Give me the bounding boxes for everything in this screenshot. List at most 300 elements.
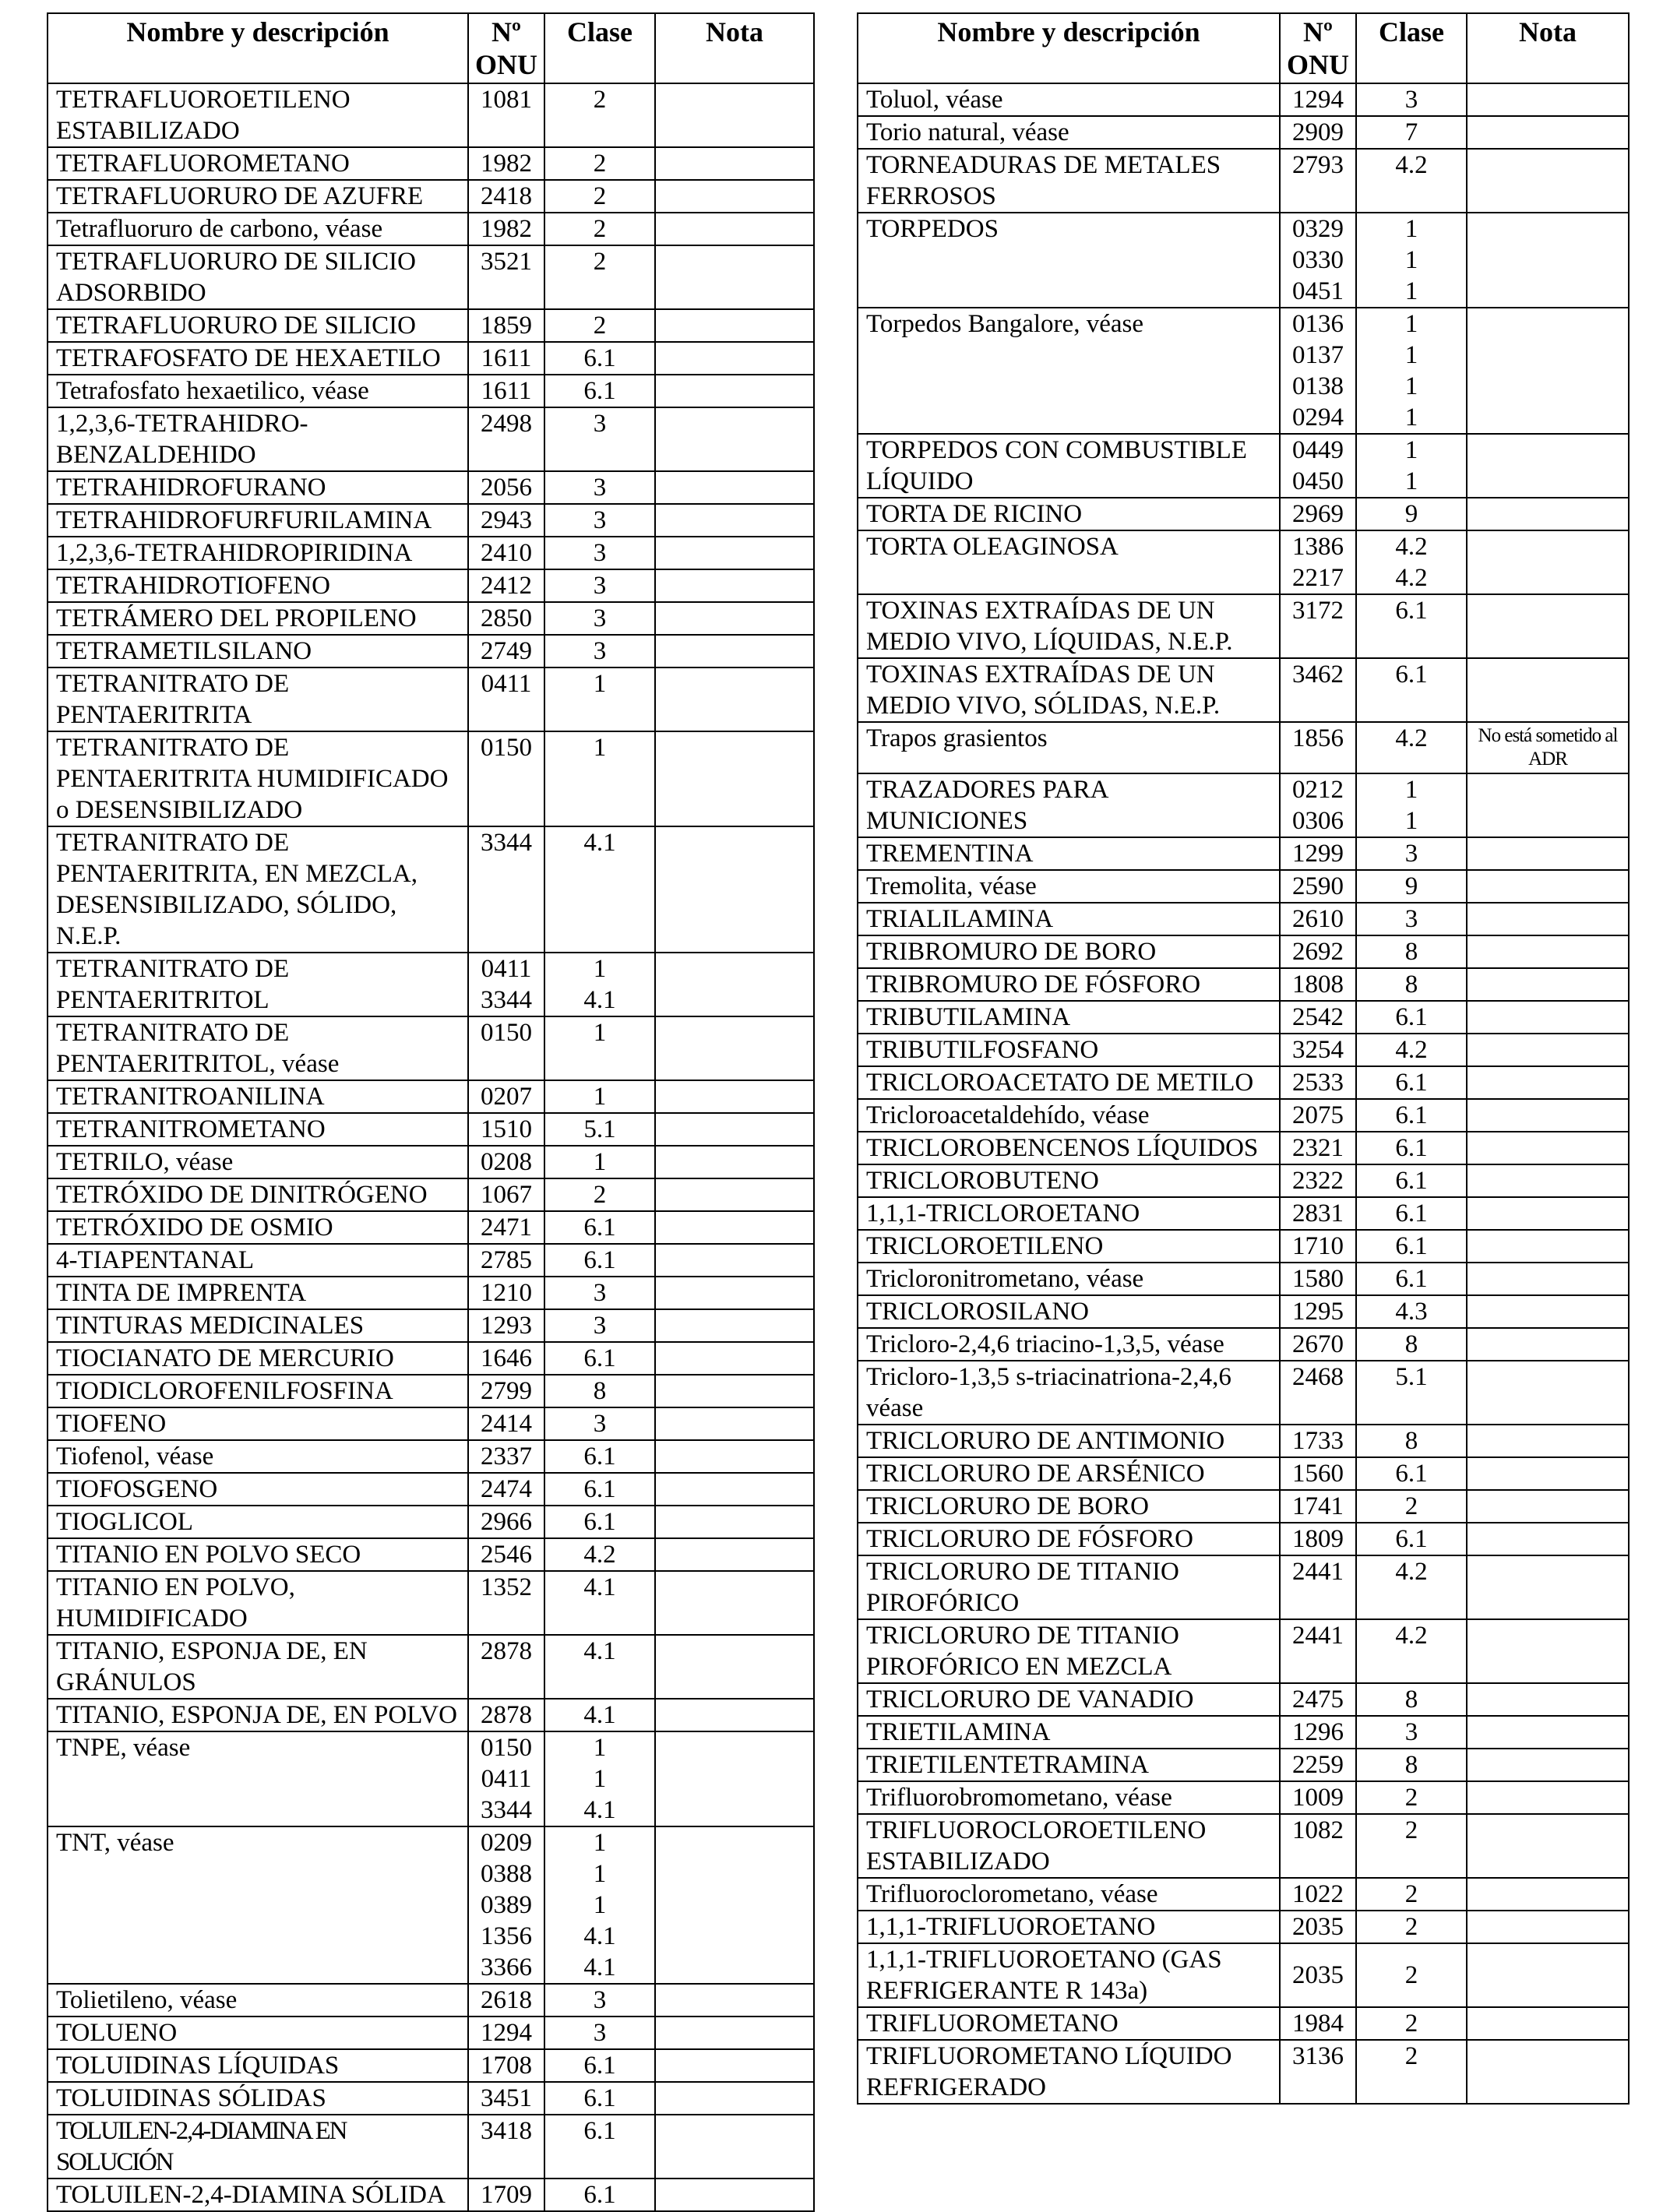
hazard-class: 1 — [1404, 246, 1418, 274]
substance-name: Toluol, véase — [858, 83, 1280, 116]
hazard-class-cell — [1356, 1034, 1467, 1066]
hazard-class: 4.2 — [1395, 564, 1428, 592]
note-cell — [655, 1699, 814, 1731]
onu-number-cell — [468, 1244, 544, 1277]
hazard-class: 6.1 — [583, 1475, 616, 1503]
substance-name: TETRAFLUOROMETANO — [48, 147, 468, 180]
onu-number: 3462 — [1292, 660, 1344, 689]
note-cell — [655, 1211, 814, 1244]
onu-number: 1611 — [481, 377, 532, 405]
substance-name: Tolietileno, véase — [48, 1984, 468, 2017]
substance-name: TIOFOSGENO — [48, 1473, 468, 1506]
onu-number: 2943 — [481, 506, 532, 534]
onu-number: 0330 — [1292, 246, 1344, 274]
onu-number-cell — [1280, 658, 1356, 722]
note-cell — [655, 213, 814, 245]
table-row — [48, 1506, 814, 1538]
onu-number-cell — [1280, 1555, 1356, 1619]
hazard-class-cell — [544, 342, 655, 375]
note-cell — [1467, 658, 1629, 722]
onu-number: 2337 — [481, 1442, 532, 1471]
substance-name: TOLUILEN-2,4-DIAMINA SÓLIDA — [48, 2179, 468, 2211]
substance-name: TORTA DE RICINO — [858, 498, 1280, 530]
note-cell — [1467, 1425, 1629, 1457]
onu-number: 2475 — [1292, 1685, 1344, 1714]
hazard-class-cell — [544, 375, 655, 407]
substance-name: TRIFLUOROMETANO — [858, 2007, 1280, 2040]
note-cell — [655, 1571, 814, 1635]
hazard-class: 1 — [1404, 403, 1418, 431]
table-row — [48, 1342, 814, 1375]
hazard-class: 1 — [1404, 467, 1418, 495]
hazard-class: 3 — [593, 506, 607, 534]
note-cell — [1467, 1683, 1629, 1716]
note-cell — [655, 1440, 814, 1473]
hazard-class: 2 — [1404, 2009, 1418, 2038]
onu-number: 1296 — [1292, 1718, 1344, 1746]
substance-name: TRICLORURO DE ARSÉNICO — [858, 1457, 1280, 1490]
note-cell — [1467, 1295, 1629, 1328]
hazard-class: 3 — [593, 1986, 607, 2014]
substance-name: TETRÓXIDO DE OSMIO — [48, 1211, 468, 1244]
hazard-class: 5.1 — [1395, 1363, 1428, 1391]
onu-number: 3254 — [1292, 1036, 1344, 1064]
note-cell — [1467, 1555, 1629, 1619]
hazard-class-cell — [1356, 498, 1467, 530]
table-row — [858, 1781, 1629, 1814]
onu-number: 0411 — [481, 670, 532, 698]
onu-number: 1580 — [1292, 1265, 1344, 1293]
hazard-class-cell — [544, 602, 655, 635]
note-cell — [1467, 1066, 1629, 1099]
hazard-class-cell — [544, 1342, 655, 1375]
note-cell — [1467, 1132, 1629, 1164]
note-cell — [1467, 935, 1629, 968]
hazard-class-cell — [544, 504, 655, 537]
onu-number: 1809 — [1292, 1525, 1344, 1553]
hazard-class-cell — [1356, 1619, 1467, 1683]
table-row — [48, 1113, 814, 1146]
table-row — [48, 731, 814, 826]
table-row — [48, 1277, 814, 1309]
note-cell — [655, 1342, 814, 1375]
onu-number: 1082 — [1292, 1816, 1344, 1844]
hazard-class: 4.1 — [583, 986, 616, 1014]
substance-name: Torio natural, véase — [858, 116, 1280, 149]
hazard-class: 8 — [1404, 1427, 1418, 1455]
onu-number: 1741 — [1292, 1492, 1344, 1520]
hazard-class-cell — [544, 83, 655, 147]
note-cell — [655, 2049, 814, 2082]
onu-number-cell — [468, 1375, 544, 1407]
header-name: Nombre y descripción — [48, 13, 468, 83]
onu-number-cell — [1280, 837, 1356, 870]
note-cell — [1467, 2007, 1629, 2040]
onu-number: 1982 — [481, 150, 532, 178]
table-row — [858, 1683, 1629, 1716]
hazard-class: 9 — [1404, 872, 1418, 900]
hazard-class: 4.1 — [583, 1573, 616, 1601]
note-cell — [655, 537, 814, 569]
hazard-class-cell — [544, 1113, 655, 1146]
hazard-class: 4.1 — [583, 1922, 616, 1950]
substance-name: TRICLORURO DE TITANIO PIROFÓRICO EN MEZCLA — [858, 1619, 1280, 1683]
note-cell — [655, 731, 814, 826]
table-row — [48, 667, 814, 731]
onu-number: 2410 — [481, 539, 532, 567]
hazard-class: 6.1 — [1395, 1003, 1428, 1031]
hazard-class: 6.1 — [583, 1508, 616, 1536]
onu-number-cell — [468, 342, 544, 375]
hazard-class: 1 — [593, 1083, 607, 1111]
onu-number: 2322 — [1292, 1167, 1344, 1195]
onu-number-cell — [1280, 1523, 1356, 1555]
hazard-class-cell — [544, 2017, 655, 2049]
table-row — [858, 2007, 1629, 2040]
hazard-class: 1 — [593, 1734, 607, 1762]
onu-number: 1067 — [481, 1181, 532, 1209]
table-row — [48, 1080, 814, 1113]
substance-name: TIOGLICOL — [48, 1506, 468, 1538]
onu-number-cell — [468, 1113, 544, 1146]
onu-number-cell — [1280, 1361, 1356, 1425]
table-row — [858, 1911, 1629, 1943]
note-cell — [1467, 870, 1629, 903]
hazard-class: 4.2 — [583, 1541, 616, 1569]
hazard-class-cell — [1356, 149, 1467, 213]
hazard-class: 1 — [1404, 776, 1418, 804]
table-row — [858, 594, 1629, 658]
onu-number-cell — [468, 1826, 544, 1984]
table-row — [858, 1490, 1629, 1523]
note-cell — [1467, 1943, 1629, 2007]
onu-number: 2785 — [481, 1246, 532, 1274]
table-row — [858, 1425, 1629, 1457]
onu-number: 1210 — [481, 1279, 532, 1307]
hazard-class-cell — [544, 1506, 655, 1538]
hazard-class: 1 — [1404, 310, 1418, 338]
onu-number: 2546 — [481, 1541, 532, 1569]
hazard-class-cell — [544, 1731, 655, 1826]
substance-name: TINTURAS MEDICINALES — [48, 1309, 468, 1342]
onu-number: 0212 — [1292, 776, 1344, 804]
note-cell — [1467, 1749, 1629, 1781]
hazard-class: 2 — [593, 215, 607, 243]
onu-number: 2542 — [1292, 1003, 1344, 1031]
substance-name: TRIBUTILFOSFANO — [858, 1034, 1280, 1066]
hazard-class-cell — [544, 1407, 655, 1440]
onu-number-cell — [468, 375, 544, 407]
note-cell — [1467, 1814, 1629, 1878]
note-cell — [1467, 1361, 1629, 1425]
onu-number-cell — [468, 1984, 544, 2017]
substance-name: TREMENTINA — [858, 837, 1280, 870]
hazard-class: 4.1 — [583, 829, 616, 857]
note-cell — [1467, 837, 1629, 870]
hazard-class: 6.1 — [1395, 1525, 1428, 1553]
table-row — [48, 1826, 814, 1984]
hazard-class-cell — [544, 1244, 655, 1277]
onu-number-cell — [1280, 773, 1356, 837]
substance-name: TRICLOROBUTENO — [858, 1164, 1280, 1197]
table-row — [858, 213, 1629, 308]
hazard-class-cell — [1356, 935, 1467, 968]
onu-number: 1294 — [481, 2019, 532, 2047]
onu-number: 1646 — [481, 1344, 532, 1372]
hazard-class-cell — [1356, 116, 1467, 149]
hazard-class: 4.1 — [583, 1637, 616, 1665]
onu-number-cell — [1280, 149, 1356, 213]
hazard-class: 3 — [1404, 905, 1418, 933]
note-cell — [1467, 1034, 1629, 1066]
hazard-class-cell — [1356, 1230, 1467, 1263]
hazard-class-cell — [1356, 1490, 1467, 1523]
onu-number-cell — [468, 1635, 544, 1699]
onu-number: 2670 — [1292, 1330, 1344, 1358]
hazard-class: 6.1 — [1395, 597, 1428, 625]
substance-name: TRICLORURO DE VANADIO — [858, 1683, 1280, 1716]
hazard-class-cell — [544, 1277, 655, 1309]
hazard-class-cell — [1356, 968, 1467, 1001]
hazard-class: 3 — [1404, 1718, 1418, 1746]
substance-name: TRIBUTILAMINA — [858, 1001, 1280, 1034]
note-cell — [655, 1113, 814, 1146]
onu-number: 1295 — [1292, 1298, 1344, 1326]
onu-number: 1856 — [1292, 724, 1344, 752]
hazard-class-cell — [544, 1571, 655, 1635]
onu-number: 0449 — [1292, 436, 1344, 464]
onu-number-cell — [468, 635, 544, 667]
table-row — [48, 2179, 814, 2211]
table-row — [858, 1555, 1629, 1619]
onu-number: 2441 — [1292, 1622, 1344, 1650]
substance-name: TRAZADORES PARA MUNICIONES — [858, 773, 1280, 837]
substance-name: TORTA OLEAGINOSA — [858, 530, 1280, 594]
note-cell — [1467, 968, 1629, 1001]
onu-number-cell — [1280, 1781, 1356, 1814]
onu-number-cell — [468, 953, 544, 1016]
hazard-class: 2 — [593, 248, 607, 276]
onu-number: 1982 — [481, 215, 532, 243]
hazard-class: 6.1 — [583, 2117, 616, 2145]
onu-number: 2618 — [481, 1986, 532, 2014]
hazard-class: 3 — [593, 572, 607, 600]
onu-number-cell — [1280, 1943, 1356, 2007]
table-row — [48, 953, 814, 1016]
onu-number: 3451 — [481, 2084, 532, 2112]
substance-name: TORPEDOS — [858, 213, 1280, 308]
onu-number: 2610 — [1292, 905, 1344, 933]
hazard-class: 6.1 — [1395, 1101, 1428, 1129]
onu-number-cell — [468, 1440, 544, 1473]
onu-number-cell — [1280, 2007, 1356, 2040]
onu-number: 0389 — [481, 1891, 532, 1919]
table-row — [48, 83, 814, 147]
note-cell — [1467, 1619, 1629, 1683]
onu-number: 2414 — [481, 1410, 532, 1438]
hazard-class-cell — [544, 1211, 655, 1244]
onu-number-cell — [1280, 1295, 1356, 1328]
onu-number: 0451 — [1292, 277, 1344, 305]
table-row — [858, 116, 1629, 149]
substance-name: TRIBROMURO DE FÓSFORO — [858, 968, 1280, 1001]
onu-number: 0150 — [481, 1734, 532, 1762]
substance-name: TETRANITROANILINA — [48, 1080, 468, 1113]
substance-name: TOLUENO — [48, 2017, 468, 2049]
onu-number-cell — [1280, 594, 1356, 658]
onu-number: 2692 — [1292, 938, 1344, 966]
note-cell — [655, 1309, 814, 1342]
hazard-class: 1 — [1404, 436, 1418, 464]
onu-number: 0411 — [481, 955, 532, 983]
header-nota: Nota — [655, 13, 814, 83]
hazard-class-cell — [544, 407, 655, 471]
onu-number-cell — [1280, 1749, 1356, 1781]
hazard-class: 3 — [593, 474, 607, 502]
note-cell — [655, 375, 814, 407]
substance-name: TETRÓXIDO DE DINITRÓGENO — [48, 1178, 468, 1211]
table-row — [858, 968, 1629, 1001]
substance-name: TORNEADURAS DE METALES FERROSOS — [858, 149, 1280, 213]
hazard-class-cell — [544, 147, 655, 180]
substance-name: TOLUIDINAS SÓLIDAS — [48, 2082, 468, 2115]
hazard-class: 4.2 — [1395, 1558, 1428, 1586]
hazard-class: 4.3 — [1395, 1298, 1428, 1326]
onu-number: 1984 — [1292, 2009, 1344, 2038]
hazard-class-cell — [1356, 1263, 1467, 1295]
hazard-class-cell — [1356, 1361, 1467, 1425]
onu-number-cell — [468, 147, 544, 180]
substance-name: TOLUIDINAS LÍQUIDAS — [48, 2049, 468, 2082]
table-row — [48, 407, 814, 471]
table-row — [48, 504, 814, 537]
note-cell — [655, 309, 814, 342]
onu-number: 2418 — [481, 182, 532, 210]
note-cell — [1467, 1878, 1629, 1911]
table-row — [48, 602, 814, 635]
onu-number: 2966 — [481, 1508, 532, 1536]
onu-number-cell — [1280, 1164, 1356, 1197]
table-row — [48, 1699, 814, 1731]
table-row — [858, 1361, 1629, 1425]
note-cell — [1467, 1001, 1629, 1034]
substance-name: TRICLORURO DE FÓSFORO — [858, 1523, 1280, 1555]
substance-name: TRIALILAMINA — [858, 903, 1280, 935]
note-cell — [1467, 1099, 1629, 1132]
onu-number-cell — [468, 1699, 544, 1731]
table-row — [48, 375, 814, 407]
table-row — [48, 569, 814, 602]
substance-name: 1,1,1-TRICLOROETANO — [858, 1197, 1280, 1230]
hazard-class: 6.1 — [1395, 1460, 1428, 1488]
hazard-class: 4.2 — [1395, 151, 1428, 179]
onu-number: 3172 — [1292, 597, 1344, 625]
onu-number-cell — [468, 1407, 544, 1440]
hazard-class: 2 — [1404, 2042, 1418, 2070]
onu-number-cell — [1280, 530, 1356, 594]
onu-number: 1510 — [481, 1115, 532, 1143]
onu-number-cell — [468, 1309, 544, 1342]
onu-number: 1733 — [1292, 1427, 1344, 1455]
onu-number-cell — [1280, 83, 1356, 116]
hazard-class: 4.2 — [1395, 1622, 1428, 1650]
substance-name: 1,2,3,6-TETRAHIDROPIRIDINA — [48, 537, 468, 569]
onu-number: 1710 — [1292, 1232, 1344, 1260]
hazard-class: 5.1 — [583, 1115, 616, 1143]
hazard-class: 6.1 — [1395, 1199, 1428, 1228]
onu-number: 3344 — [481, 1796, 532, 1824]
onu-number-cell — [468, 2179, 544, 2211]
substance-name: TETRAFLUORURO DE SILICIO — [48, 309, 468, 342]
hazard-class-cell — [544, 1699, 655, 1731]
onu-number: 2878 — [481, 1701, 532, 1729]
substance-name: TETRAHIDROFURANO — [48, 471, 468, 504]
hazard-class: 4.2 — [1395, 1036, 1428, 1064]
hazard-class-cell — [1356, 870, 1467, 903]
substance-name: TETRAFLUOROETILENO ESTABILIZADO — [48, 83, 468, 147]
hazard-class: 4.1 — [583, 1701, 616, 1729]
hazard-class: 6.1 — [1395, 1069, 1428, 1097]
note-cell — [655, 180, 814, 213]
substance-name: 4-TIAPENTANAL — [48, 1244, 468, 1277]
substance-name: TETRAMETILSILANO — [48, 635, 468, 667]
onu-number-cell — [468, 1538, 544, 1571]
hazard-class: 2 — [593, 182, 607, 210]
hazard-class-cell — [544, 2115, 655, 2179]
substance-name: TIOCIANATO DE MERCURIO — [48, 1342, 468, 1375]
note-cell — [655, 407, 814, 471]
onu-number: 2878 — [481, 1637, 532, 1665]
onu-number: 0207 — [481, 1083, 532, 1111]
substance-name: TETRILO, véase — [48, 1146, 468, 1178]
hazard-class: 1 — [593, 1891, 607, 1919]
hazard-class: 8 — [1404, 1751, 1418, 1779]
hazard-class-cell — [1356, 1943, 1467, 2007]
table-row — [48, 1146, 814, 1178]
hazard-class-cell — [544, 1826, 655, 1984]
hazard-class: 2 — [593, 312, 607, 340]
substance-name: TOXINAS EXTRAÍDAS DE UN MEDIO VIVO, SÓLIDAS, N.E.P. — [858, 658, 1280, 722]
onu-number: 0138 — [1292, 372, 1344, 400]
hazard-class: 3 — [593, 539, 607, 567]
onu-number-cell — [468, 407, 544, 471]
onu-number: 2749 — [481, 637, 532, 665]
note-cell — [655, 1178, 814, 1211]
onu-number-cell — [1280, 1001, 1356, 1034]
table-row — [858, 1034, 1629, 1066]
hazard-class-cell — [544, 471, 655, 504]
table-row — [48, 1309, 814, 1342]
onu-number: 2969 — [1292, 500, 1344, 528]
hazard-class: 1 — [1404, 341, 1418, 369]
hazard-class: 1 — [1404, 277, 1418, 305]
hazard-class-cell — [544, 1984, 655, 2017]
table-row — [858, 1749, 1629, 1781]
onu-number: 0450 — [1292, 467, 1344, 495]
table-row — [858, 1328, 1629, 1361]
onu-number-cell — [468, 569, 544, 602]
hazard-class-cell — [1356, 1878, 1467, 1911]
note-cell — [655, 2115, 814, 2179]
note-cell — [1467, 1164, 1629, 1197]
note-cell — [1467, 773, 1629, 837]
onu-number-cell — [1280, 968, 1356, 1001]
table-row — [48, 1440, 814, 1473]
hazard-class-cell — [1356, 1197, 1467, 1230]
table-row — [48, 826, 814, 953]
substance-name: TRIETILAMINA — [858, 1716, 1280, 1749]
hazard-class-cell — [544, 1080, 655, 1113]
